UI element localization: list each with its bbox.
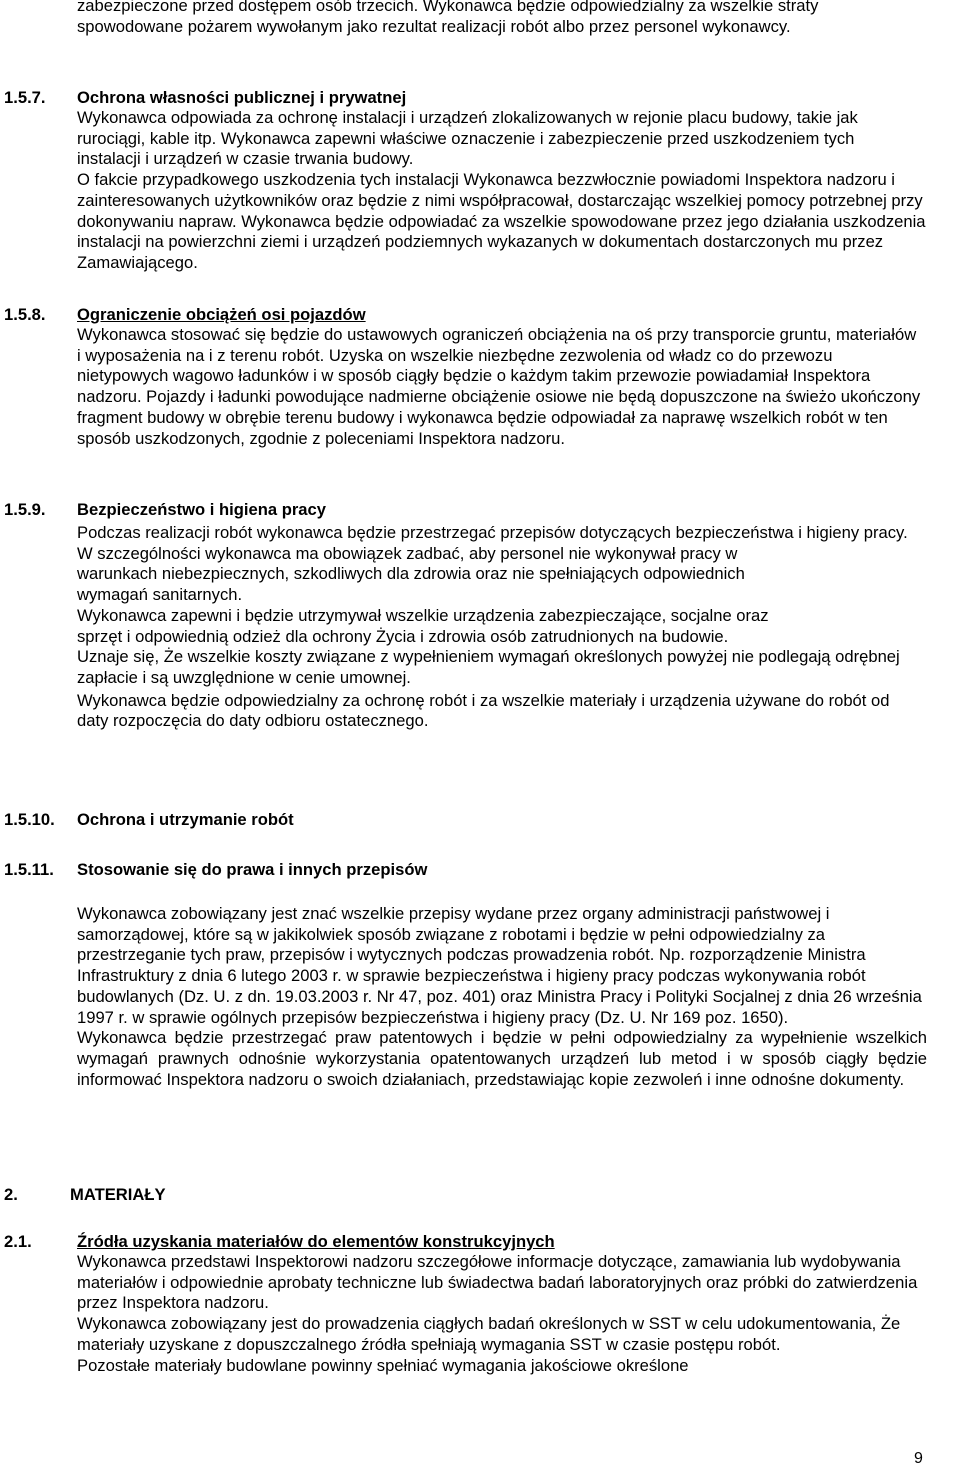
section-number-2: 2. xyxy=(4,1185,18,1204)
section-1-5-11 xyxy=(77,860,957,1090)
section-number-2-1: 2.1. xyxy=(4,1232,32,1251)
section-title-1-5-11: Stosowanie się do prawa i innych przepisów xyxy=(77,860,428,879)
section-paragraph: Wykonawca zapewni i będzie utrzymywał wszelkie urządzenia zabezpieczające, socjalne oraz sprzęt i odpowiednią odzież dla ochrony Życia i zdrowia osób zatrudnionych na budowie. xyxy=(77,605,769,646)
section-paragraph: Wykonawca będzie odpowiedzialny za ochronę robót i za wszelkie materiały i urządzenia używane do robót od daty rozpoczęcia do daty odbioru ostatecznego. xyxy=(77,690,890,731)
section-number-1-5-9: 1.5.9. xyxy=(4,500,46,519)
section-paragraph: Uznaje się, Że wszelkie koszty związane z wypełnieniem wymagań określonych powyżej nie podlegają odrębnej zapłacie i są uwzględnione w cenie umownej. xyxy=(77,647,900,687)
section-number-1-5-11: 1.5.11. xyxy=(4,860,54,879)
section-paragraph: Wykonawca przedstawi Inspektorowi nadzoru szczegółowe informacje dotyczące, zamawiania lub wydobywania materiałów i odpowiednie aprobaty techniczne lub świadectwa badań laboratoryjnych oraz próbki do zatwierdzenia przez Inspektora nadzoru. xyxy=(77,1252,918,1313)
section-paragraph: W szczególności wykonawca ma obowiązek zadbać, aby personel nie wykonywał pracy w warunkach niebezpiecznych, szkodliwych dla zdrowia oraz nie spełniających odpowiednich wymagań sanitarnych. xyxy=(77,543,745,605)
section-number-1-5-8: 1.5.8. xyxy=(4,305,46,324)
page-number: 9 xyxy=(914,1450,923,1467)
section-title-1-5-9: Bezpieczeństwo i higiena pracy xyxy=(77,500,326,519)
section-1-5-7 xyxy=(77,88,957,274)
section-1-5-8 xyxy=(77,305,922,449)
section-paragraph: Wykonawca stosować się będzie do ustawowych ograniczeń obciążenia na oś przy transporcie gruntu, materiałów i wyposażenia na i z terenu robót. Uzyska on wszelkie niezbędne zezwolenia od władz co do przewozu nietypowych wagowo ładunków i w sposób ciągły będzie o każdym takim przewozie powiadamiał Inspektora nadzoru. Pojazdy i ładunki powodujące nadmierne obciążenie osiowe nie będą dopuszczone na świeżo ukończony fragment budowy w obrębie terenu budowy i wykonawca będzie odpowiadał za naprawę wszelkich robót w ten sposób uszkodzonych, zgodnie z poleceniami Inspektora nadzoru. xyxy=(77,325,921,448)
section-paragraph: Wykonawca zobowiązany jest do prowadzenia ciągłych badań określonych w SST w celu udokumentowania, Że materiały uzyskane z dopuszczalnego źródła spełniają wymagania SST w czasie postępu robót. xyxy=(77,1314,901,1354)
section-paragraph: Wykonawca zobowiązany jest znać wszelkie przepisy wydane przez organy administracji państwowej i samorządowej, które są w jakikolwiek sposób związane z robotami i będzie w pełni odpowiedzialny za przestrzeganie tych praw, przepisów i wytycznych podczas prowadzenia robót. Np. rozporządzenie Ministra Infrastruktury z dnia 6 lutego 2003 r. w sprawie bezpieczeństwa i higieny pracy podczas wykonywania robót budowlanych (Dz. U. z dn. 19.03.2003 r. Nr 47, poz. 401) oraz Ministra Pracy i Polityki Socjalnej z dnia 26 września 1997 r. w sprawie ogólnych przepisów bezpieczeństwa i higieny pracy (Dz. U. Nr 169 poz. 1650). xyxy=(77,904,922,1027)
section-paragraph: Pozostałe materiały budowlane powinny spełniać wymagania jakościowe określone xyxy=(77,1355,689,1375)
section-paragraph: Wykonawca odpowiada za ochronę instalacji i urządzeń zlokalizowanych w rejonie placu budowy, takie jak rurociągi, kable itp. Wykonawca zapewni właściwe oznaczenie i zabezpieczenie przed uszkodzeniem tych instalacji i urządzeń w czasie trwania budowy. xyxy=(77,108,858,169)
section-paragraph: Podczas realizacji robót wykonawca będzie przestrzegać przepisów dotyczących bezpieczeństwa i higieny pracy. xyxy=(77,523,908,542)
section-2-1 xyxy=(77,1232,937,1376)
section-paragraph: Wykonawca będzie przestrzegać praw patentowych i będzie w pełni odpowiedzialny za wypełnienie wszelkich wymagań prawnych odnośnie wykorzystania opatentowanych urządzeń lub metod i w sposób ciągły będzie informować Inspektora nadzoru o swoich działaniach, przedstawiając kopie zezwoleń i inne odnośne dokumenty. xyxy=(77,1028,927,1089)
section-paragraph: O fakcie przypadkowego uszkodzenia tych instalacji Wykonawca bezzwłocznie powiadomi Inspektora nadzoru i zainteresowanych użytkowników oraz będzie z nimi współpracował, dostarczając wszelkiej pomocy potrzebnej przy dokonywaniu napraw. Wykonawca będzie odpowiadać za wszelkie spowodowane przez jego działania uszkodzenia instalacji na powierzchni ziemi i urządzeń podziemnych wykazanych w dokumentach dostarczonych mu przez Zamawiającego. xyxy=(77,170,926,272)
intro-paragraph: zabezpieczone przed dostępem osób trzecich. Wykonawca będzie odpowiedzialny za wszelkie straty spowodowane pożarem wywołanym jako rezultat realizacji robót albo przez personel wykonawcy. xyxy=(77,0,819,36)
section-title-1-5-8: Ograniczenie obciążeń osi pojazdów xyxy=(77,305,366,324)
section-title-1-5-10: Ochrona i utrzymanie robót xyxy=(77,810,294,829)
section-title-2: MATERIAŁY xyxy=(70,1185,166,1204)
section-title-1-5-7: Ochrona własności publicznej i prywatnej xyxy=(77,88,407,107)
section-number-1-5-10: 1.5.10. xyxy=(4,810,55,829)
section-title-2-1: Źródła uzyskania materiałów do elementów konstrukcyjnych xyxy=(77,1232,555,1251)
section-1-5-9 xyxy=(77,500,917,732)
section-number-1-5-7: 1.5.7. xyxy=(4,88,46,107)
